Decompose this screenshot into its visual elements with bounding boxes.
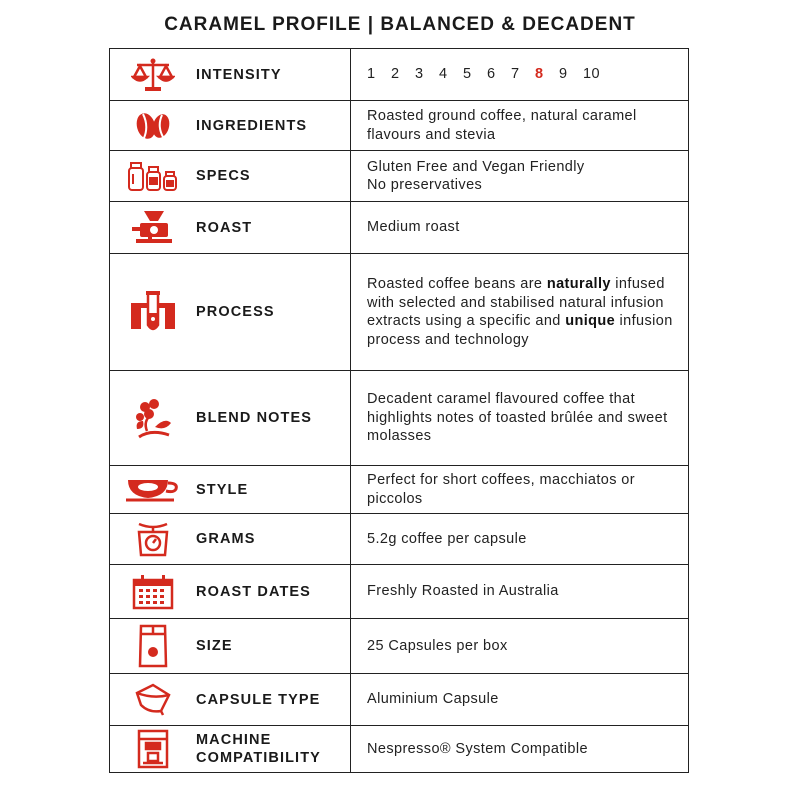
intensity-level-6: 6 <box>487 66 496 83</box>
espresso-machine-icon <box>110 729 196 769</box>
table-row <box>110 726 689 773</box>
intensity-level-2: 2 <box>391 66 400 83</box>
specs-label: SPECS <box>196 168 251 184</box>
size-label: SIZE <box>196 638 233 654</box>
table-row <box>110 371 689 466</box>
coffee-bean-icon <box>110 109 196 143</box>
process-text-1: Roasted coffee beans are <box>367 276 547 292</box>
calendar-icon <box>110 574 196 610</box>
process-value <box>351 254 689 371</box>
intensity-value <box>351 49 689 101</box>
style-value: Perfect for short coffees, macchiatos or piccolos <box>351 466 689 514</box>
capsule-icon <box>110 683 196 717</box>
intensity-level-9: 9 <box>559 66 568 83</box>
specs-line-1: Gluten Free and Vegan Friendly <box>367 158 585 175</box>
roast-dates-value: Freshly Roasted in Australia <box>351 565 689 619</box>
intensity-level-10: 10 <box>583 66 600 83</box>
table-row <box>110 254 689 371</box>
process-text-3: infusion process and technology <box>367 313 673 348</box>
style-label: STYLE <box>196 481 249 498</box>
size-value: 25 Capsules per box <box>351 619 689 674</box>
intensity-scale <box>367 65 682 84</box>
profile-table <box>109 48 689 773</box>
grams-value: 5.2g coffee per capsule <box>351 514 689 565</box>
page-title: CARAMEL PROFILE | BALANCED & DECADENT <box>164 14 636 35</box>
intensity-level-4: 4 <box>439 66 448 83</box>
table-row <box>110 49 689 101</box>
intensity-level-7: 7 <box>511 66 520 83</box>
coffee-cherry-icon <box>110 395 196 441</box>
process-text-2: infused with selected and stabilised natural infusion extracts using a specific and <box>367 276 665 329</box>
process-bold-1: naturally <box>546 276 611 292</box>
machine-compatibility-label: MACHINE COMPATIBILITY <box>196 732 321 766</box>
roast-dates-label: ROAST DATES <box>196 583 311 600</box>
roast-value: Medium roast <box>351 202 689 254</box>
grams-label: GRAMS <box>196 531 256 547</box>
table-row <box>110 101 689 151</box>
table-row <box>110 466 689 514</box>
machine-compatibility-value: Nespresso® System Compatible <box>351 726 689 773</box>
table-row <box>110 565 689 619</box>
test-tube-icon <box>110 289 196 335</box>
intensity-level-1: 1 <box>367 66 376 83</box>
intensity-level-3: 3 <box>415 66 424 83</box>
blend-notes-label: BLEND NOTES <box>196 410 313 426</box>
intensity-level-8: 8 <box>535 66 544 83</box>
capsule-type-value: Aluminium Capsule <box>351 674 689 726</box>
blend-notes-value: Decadent caramel flavoured coffee that highlights notes of toasted brûlée and sweet molasses <box>351 371 689 466</box>
process-label: PROCESS <box>196 304 275 320</box>
table-row <box>110 514 689 565</box>
specs-value <box>351 151 689 202</box>
table-row <box>110 202 689 254</box>
jars-icon <box>110 160 196 192</box>
capsule-type-label: CAPSULE TYPE <box>196 691 321 708</box>
coffee-bag-icon <box>110 624 196 668</box>
roaster-icon <box>110 209 196 247</box>
specs-line-2: No preservatives <box>367 177 483 193</box>
table-row <box>110 619 689 674</box>
scales-icon <box>110 57 196 93</box>
intensity-level-5: 5 <box>463 66 472 83</box>
table-row <box>110 674 689 726</box>
ingredients-label: INGREDIENTS <box>196 117 308 134</box>
table-row <box>110 151 689 202</box>
roast-label: ROAST <box>196 219 253 236</box>
intensity-label: INTENSITY <box>196 66 282 83</box>
ingredients-value: Roasted ground coffee, natural caramel flavours and stevia <box>351 101 689 151</box>
process-bold-2: unique <box>565 313 616 329</box>
kitchen-scale-icon <box>110 520 196 558</box>
cup-icon <box>110 476 196 504</box>
